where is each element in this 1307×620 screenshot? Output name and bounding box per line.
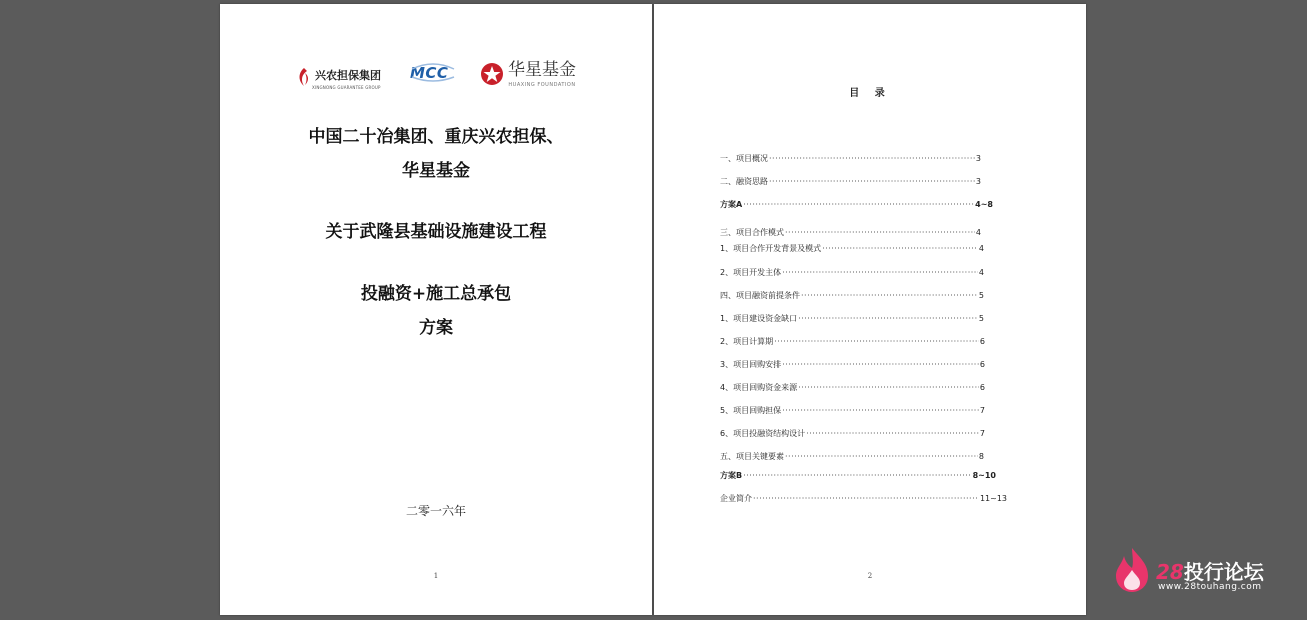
toc-leader-dots: [798, 383, 979, 392]
mcc-logo: [410, 64, 448, 82]
toc-entry: [720, 289, 984, 301]
toc-entry-page: 6: [979, 336, 985, 346]
xingnong-logo-name: 兴农担保集团: [315, 69, 381, 82]
watermark-url: www.28touhang.com: [1158, 582, 1262, 592]
xingnong-emblem-icon: [296, 67, 312, 87]
page-number-1: 1: [433, 572, 439, 580]
toc-leader-dots: [782, 360, 979, 369]
toc-entry-page: 3: [975, 153, 981, 163]
toc-entry-page: 3: [975, 176, 981, 186]
toc-entry: [720, 358, 985, 370]
toc-entry: [720, 152, 981, 164]
cover-title-line-2: 华星基金: [402, 161, 470, 181]
toc-entry-page: 4: [975, 227, 981, 237]
toc-entry-label: 3、项目回购安排: [720, 359, 782, 369]
huaxing-logo-subtitle: HUAXING FOUNDATION: [508, 82, 576, 88]
watermark-number: 28: [1156, 560, 1184, 584]
toc-entry-page: 5: [978, 313, 984, 323]
toc-leader-dots: [822, 244, 978, 253]
toc-entry-page: 7: [979, 428, 985, 438]
cover-title-line-1: 中国二十冶集团、重庆兴农担保、: [308, 127, 564, 147]
toc-entry: [720, 427, 985, 439]
toc-entry-page: 6: [979, 359, 985, 369]
toc-entry: [720, 381, 985, 393]
toc-entry-page: 6: [979, 382, 985, 392]
toc-entry-label: 方案B: [720, 470, 743, 480]
toc-entry-page: 4: [978, 267, 984, 277]
toc-entry-label: 二、融资思路: [720, 176, 768, 186]
toc-leader-dots: [753, 494, 979, 503]
toc-leader-dots: [743, 471, 971, 480]
document-page-1: [220, 4, 652, 615]
toc-leader-dots: [785, 228, 975, 237]
watermark-28touhang: [1112, 546, 1292, 596]
cover-title-line-5: 方案: [419, 318, 453, 338]
toc-entry: [720, 492, 1007, 504]
mcc-logo-text: MCC: [410, 64, 449, 82]
toc-entry-label: 2、项目开发主体: [720, 267, 782, 277]
toc-leader-dots: [801, 291, 978, 300]
toc-entry-label: 四、项目融资前提条件: [720, 290, 800, 300]
toc-entry-page: 4~8: [975, 199, 993, 209]
mcc-swoosh-icon: [408, 61, 458, 83]
xingnong-logo-subtitle: XINGNONG GUARANTEE GROUP: [312, 85, 381, 90]
toc-entry: [720, 450, 984, 462]
huaxing-logo-name: 华星基金: [508, 60, 576, 80]
toc-entry: [720, 404, 985, 416]
toc-leader-dots: [743, 200, 974, 209]
toc-entry-label: 1、项目建设资金缺口: [720, 313, 798, 323]
page-number-2: 2: [867, 572, 873, 580]
toc-entry-page: 11~13: [979, 493, 1007, 503]
toc-leader-dots: [774, 337, 979, 346]
toc-entry: [720, 242, 984, 254]
flame-logo-icon: [1112, 546, 1152, 594]
toc-entry-label: 三、项目合作模式: [720, 227, 784, 237]
toc-leader-dots: [782, 268, 978, 277]
toc-entry-label: 方案A: [720, 199, 743, 209]
toc-entry-label: 5、项目回购担保: [720, 405, 782, 415]
toc-entry-label: 6、项目投融资结构设计: [720, 428, 806, 438]
toc-leader-dots: [806, 429, 979, 438]
toc-entry-label: 4、项目回购资金来源: [720, 382, 798, 392]
toc-entry-page: 4: [978, 243, 984, 253]
toc-leader-dots: [798, 314, 978, 323]
xingnong-logo: [296, 64, 381, 90]
toc-leader-dots: [782, 406, 979, 415]
toc-leader-dots: [769, 154, 975, 163]
toc-entry: [720, 175, 981, 187]
toc-entry: [720, 198, 993, 210]
huaxing-star-icon: [480, 62, 504, 86]
toc-entry-label: 五、项目关键要素: [720, 451, 784, 461]
toc-entry-label: 企业简介: [720, 493, 752, 503]
toc-entry-label: 1、项目合作开发背景及模式: [720, 243, 822, 253]
toc-entry: [720, 266, 984, 278]
cover-title-line-4: 投融资+施工总承包: [360, 284, 512, 304]
toc-entry: [720, 469, 996, 481]
cover-title-line-3: 关于武隆县基础设施建设工程: [325, 222, 547, 242]
toc-entry: [720, 312, 984, 324]
toc-entry-page: 8: [978, 451, 984, 461]
toc-entry-page: 5: [978, 290, 984, 300]
toc-title: 目 录: [849, 88, 891, 99]
logo-row: [220, 60, 652, 100]
toc-entry-label: 一、项目概况: [720, 153, 768, 163]
toc-entry: [720, 226, 981, 238]
document-page-2: [654, 4, 1086, 615]
toc-entry-page: 8~10: [972, 470, 996, 480]
watermark-text: 投行论坛: [1183, 560, 1264, 584]
toc-entry: [720, 335, 985, 347]
cover-year: 二零一六年: [405, 504, 466, 518]
huaxing-logo: [480, 60, 576, 88]
toc-leader-dots: [769, 177, 975, 186]
watermark-title: [1156, 556, 1264, 585]
toc-entry-label: 2、项目计算期: [720, 336, 774, 346]
toc-leader-dots: [785, 452, 978, 461]
toc-entry-page: 7: [979, 405, 985, 415]
